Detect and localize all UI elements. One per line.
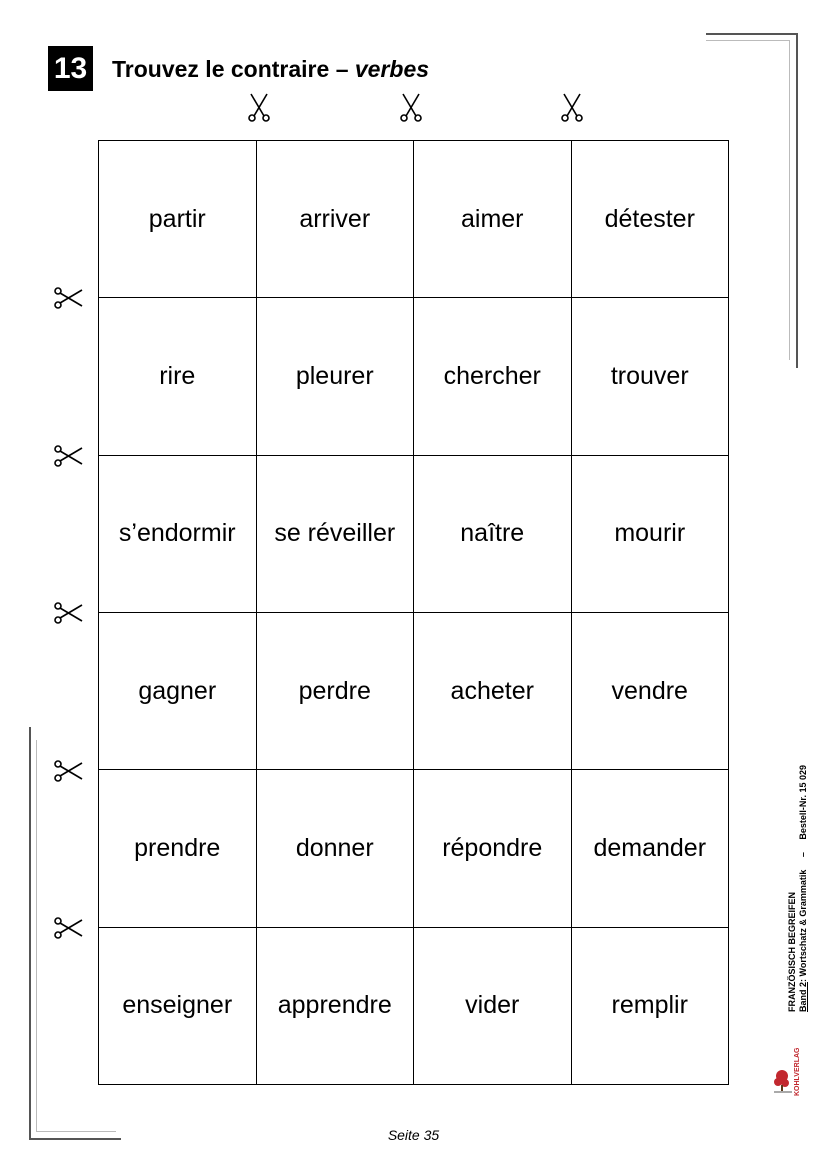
word-card: pleurer <box>257 298 415 455</box>
scissors-icon <box>54 598 84 628</box>
word-card: vider <box>414 928 572 1085</box>
corner-line-left-inner <box>36 740 37 1132</box>
word-card: détester <box>572 141 730 298</box>
word-card: gagner <box>99 613 257 770</box>
word-card: vendre <box>572 613 730 770</box>
word-card: aimer <box>414 141 572 298</box>
scissors-icon <box>54 756 84 786</box>
word-card: s’endormir <box>99 456 257 613</box>
word-card: arriver <box>257 141 415 298</box>
publisher-info <box>787 765 809 1012</box>
volume-label: Band 2 <box>798 981 808 1012</box>
corner-line-top <box>706 33 798 35</box>
logo-text: KOHLVERLAG <box>794 1047 801 1096</box>
word-card: apprendre <box>257 928 415 1085</box>
word-card-grid <box>98 140 729 1085</box>
corner-line-right <box>796 33 798 368</box>
volume-subtitle: : Wortschatz & Grammatik <box>798 869 808 982</box>
word-card: remplir <box>572 928 730 1085</box>
separator: – <box>798 852 808 858</box>
scissors-icon <box>54 441 84 471</box>
word-card: perdre <box>257 613 415 770</box>
word-card: répondre <box>414 770 572 927</box>
scissors-icon <box>244 92 274 122</box>
scissors-icon <box>557 92 587 122</box>
series-title: FRANZÖSISCH BEGREIFEN <box>787 891 797 1012</box>
volume-line <box>798 765 809 1012</box>
word-card: demander <box>572 770 730 927</box>
word-card: enseigner <box>99 928 257 1085</box>
word-card: partir <box>99 141 257 298</box>
corner-line-right-inner <box>789 40 790 360</box>
word-card: trouver <box>572 298 730 455</box>
title-italic: verbes <box>354 56 430 82</box>
word-card: rire <box>99 298 257 455</box>
exercise-number-badge: 13 <box>48 46 93 91</box>
corner-line-top-inner <box>706 40 790 41</box>
scissors-icon <box>54 913 84 943</box>
word-card: donner <box>257 770 415 927</box>
scissors-icon <box>54 283 84 313</box>
word-card: acheter <box>414 613 572 770</box>
word-card: chercher <box>414 298 572 455</box>
word-card: se réveiller <box>257 456 415 613</box>
page-title <box>112 56 429 83</box>
title-main: Trouvez le contraire – <box>112 56 355 82</box>
order-number: Bestell-Nr. 15 029 <box>798 765 808 840</box>
word-card: naître <box>414 456 572 613</box>
word-card: prendre <box>99 770 257 927</box>
corner-line-left <box>29 727 31 1140</box>
scissors-icon <box>396 92 426 122</box>
word-card: mourir <box>572 456 730 613</box>
page-number: Seite 35 <box>387 1127 440 1143</box>
